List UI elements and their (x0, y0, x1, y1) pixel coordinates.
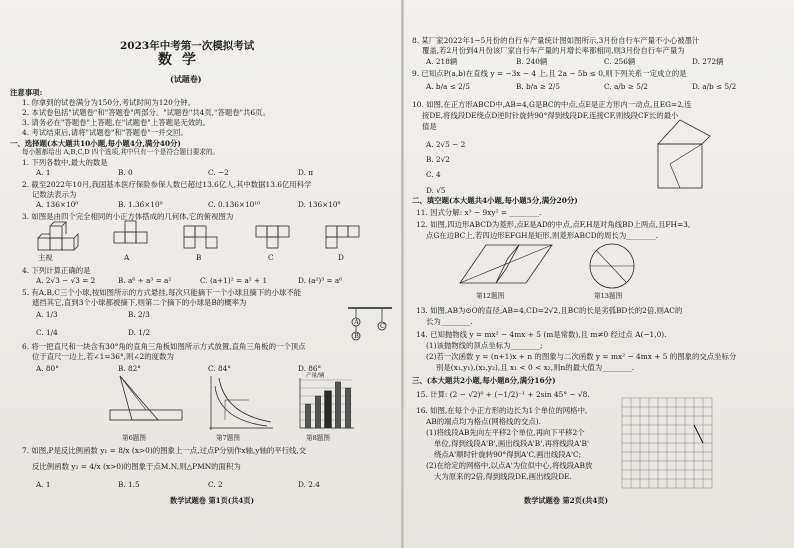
q1-option-c: C. −2 (208, 168, 229, 177)
fig12-rhombus (456, 243, 556, 289)
q6-stem-line2: 位于直尺一边上,若∠1=36°,则∠2的度数为 (32, 352, 174, 361)
q2-option-a: A. 136×10⁸ (36, 200, 79, 209)
q11: 11. 因式分解: x³ − 9xy² = ________. (416, 208, 542, 217)
q3-option-a-figure (114, 221, 147, 243)
section3-heading: 三、(本大题共2小题,每小题8分,满分16分) (412, 376, 556, 385)
q8-option-a: A. 218辆 (426, 57, 458, 66)
q5-option-c: C. 1/4 (36, 328, 58, 337)
q4-option-b: B. a⁶ ÷ a³ = a² (118, 276, 172, 285)
q3-solid-figure (38, 222, 78, 250)
q7-stem-line2: 反比例函数 y₂ = 4/x (x>0)的图象于点M,N,则△PMN的面积为 (32, 462, 241, 471)
q9-stem: 9. 已知点P(a,b)在直线 y = −3x − 4 上,且 2a − 5b ≤ 0,则下列关系一定成立的是 (412, 69, 687, 78)
fig7-hyperbola (205, 376, 275, 432)
q5-option-a: A. 1/3 (36, 310, 58, 319)
fig7-label: 第7题图 (216, 434, 240, 442)
q9-option-b: B. b/a ≥ 2/5 (516, 82, 560, 91)
q8-option-c: C. 256辆 (604, 57, 636, 66)
q16-grid (622, 398, 722, 496)
q7-option-d: D. 2.4 (298, 480, 320, 489)
q2-option-b: B. 1.36×10⁹ (118, 200, 163, 209)
q5-option-d: D. 1/2 (128, 328, 150, 337)
fig8-axis-label: 产量/辆 (306, 373, 325, 379)
q1-stem: 1. 下列各数中,最大的数是 (22, 158, 108, 167)
section1-heading: 一、选择题(本大题共10小题,每小题4分,满分40分) (10, 139, 181, 148)
q5-ball-label-c: C (380, 322, 386, 330)
q2-option-c: C. 0.136×10¹⁰ (208, 200, 261, 209)
fig13-label: 第13题图 (594, 292, 623, 300)
q3-option-d-figure (326, 226, 359, 248)
q3-option-b: B (196, 253, 202, 262)
q6-option-b: B. 82° (118, 364, 141, 373)
q3-stem: 3. 如图是由四个完全相同的小正方体搭成的几何体,它的俯视图为 (22, 212, 234, 221)
fig8-bar-ink-blot (324, 391, 332, 428)
q1-option-d: D. π (298, 168, 314, 177)
q10-stem-line2: 接DE,将线段DE绕点D逆时针旋转90°得到线段DF,连接CF,则线段CF长的最小 (422, 111, 679, 120)
fig6-label: 第6题图 (122, 434, 146, 442)
q16-line3: (1)将线段AB先向左平移2个单位,再向下平移2个 (426, 428, 585, 437)
fig12-label: 第12题图 (476, 292, 505, 300)
notes-heading: 注意事项: (10, 88, 43, 97)
q16-line4: 单位,得到线段A'B',画出线段A'B',再将线段A'B' (434, 439, 590, 448)
q15: 15. 计算: (2 − √2)⁰ + (−1/2)⁻¹ + 2sin 45° − √8. (416, 390, 590, 399)
q4-option-a: A. 2√3 − √3 = 2 (36, 276, 96, 285)
q14-part1: (1)该抛物线的顶点坐标为________; (426, 341, 543, 350)
q8-option-d: D. 272辆 (692, 57, 724, 66)
q8-option-b: B. 240辆 (516, 57, 548, 66)
exam-page-2 (404, 0, 794, 548)
fig8-bar (305, 404, 311, 428)
q3-view-label: 主视 (38, 253, 53, 262)
fig8-bar (345, 388, 351, 428)
q7-option-c: C. 2 (208, 480, 223, 489)
q2-stem-line1: 2. 截至2022年10月,我国基本医疗保险参保人数已超过13.6亿人,其中数据13.6亿用科学 (22, 180, 312, 189)
q10-option-d: D. √5 (426, 186, 446, 195)
note-1: 1. 你拿到的试卷满分为150分,考试时间为120分钟。 (22, 98, 195, 107)
q12-stem-line1: 12. 如图,四边形ABCD为菱形,点E是AD的中点,点F,H是对角线BD上两点,且FH=3, (416, 220, 691, 229)
q13-stem-line1: 13. 如图,AB为⊙O的直径,AB=4,CD=2√2,且BC的长是劣弧BD长的2倍,则AC的 (416, 306, 683, 315)
q3-figures (36, 222, 376, 262)
note-3: 3. 请务必在"答题卷"上答题,在"试题卷"上答题是无效的。 (22, 118, 210, 127)
q16-line2: AB的端点均为格点(网格线的交点). (426, 417, 541, 426)
note-2: 2. 本试卷包括"试题卷"和"答题卷"两部分。"试题卷"共4页,"答题卷"共6页。 (22, 108, 270, 117)
q16-line5: 绕点A'顺时针旋转90°得到A'C,画出线段A'C; (434, 450, 582, 459)
q10-square-figure (640, 116, 720, 194)
section2-heading: 二、填空题(本大题共4小题,每小题5分,满分20分) (412, 196, 578, 205)
q16-line1: 16. 如图,在每个小正方形的边长为1个单位的网格中, (416, 406, 588, 415)
q10-stem-line3: 值是 (422, 122, 437, 131)
q3-option-d: D (338, 253, 344, 262)
q8-stem-line1: 8. 某厂家2022年1~5月份的自行车产量统计图如图所示,3月份自行车产量不小心被墨汁 (412, 36, 700, 45)
note-4: 4. 考试结束后,请将"试题卷"和"答题卷"一并交回。 (22, 128, 188, 137)
q2-option-d: D. 136×10⁸ (298, 200, 341, 209)
q3-option-a: A (124, 253, 130, 262)
q6-option-d: D. 86° (298, 364, 322, 373)
q10-option-b: B. 2√2 (426, 155, 450, 164)
q12-stem-line2: 点G在边BC上,若四边形EFGH是矩形,则菱形ABCD的周长为________. (426, 231, 659, 240)
q5-option-b: B. 2/3 (128, 310, 150, 319)
q5-ball-label-a: A (354, 318, 359, 326)
q9-option-c: C. a/b ≥ 5/2 (604, 82, 648, 91)
exam-title: 2023年中考第一次模拟考试 (120, 40, 255, 52)
q1-option-b: B. 0 (118, 168, 133, 177)
q1-option-a: A. 1 (36, 168, 51, 177)
q16-line7: 大为原来的2倍,得到线段DE,画出线段DE. (434, 472, 572, 481)
q5-ball-label-b: B (354, 332, 359, 340)
q16-grid-lines (622, 398, 712, 488)
q10-stem-line1: 10. 如图,在正方形ABCD中,AB=4,G是BC的中点,点E是正方形内一动点,且EG=2,连 (412, 100, 692, 109)
q13-stem-line2: 长为________. (426, 317, 473, 326)
q3-option-b-figure (184, 226, 217, 248)
q3-option-c-figure (256, 226, 289, 248)
q14-part2-line2: 别是(x₁,y₁),(x₂,y₂),且 x₁ < 0 < x₂,则n的最大值为________. (436, 363, 635, 372)
page1-footer: 数学试题卷 第1页(共4页) (170, 496, 254, 505)
q9-option-a: A. b/a ≤ 2/5 (426, 82, 470, 91)
exam-subtitle: (试题卷) (170, 74, 202, 84)
q8-stem-line2: 覆盖,若2月份到4月份该厂家自行车产量的月增长率都相同,则3月份自行车产量为 (422, 46, 685, 55)
page2-footer: 数学试题卷 第2页(共4页) (524, 496, 608, 505)
fig8-bar (335, 382, 341, 428)
subject-title: 数学 (158, 52, 206, 68)
q7-option-a: A. 1 (36, 480, 51, 489)
fig6-ruler-triangle (110, 374, 185, 434)
q5-stem-line1: 5. 有A,B,C三个小球,按如图所示的方式悬挂,每次只能摘下一个小球且摘下的小球不能 (22, 288, 302, 297)
q3-option-c: C (268, 253, 274, 262)
q5-stem-line2: 遮挡其它,直到3个小球都被摘下,则第二个摘下的小球是B的概率为 (32, 298, 247, 307)
q14-part2-line1: (2)若一次函数 y = (n+1)x + n 的图象与二次函数 y = mx² − 4mx + 5 的图象的交点坐标分 (426, 352, 737, 361)
q4-stem: 4. 下列计算正确的是 (22, 266, 91, 275)
fig8-bar (315, 396, 321, 428)
fig13-circle (582, 240, 642, 294)
q6-option-c: C. 84° (208, 364, 231, 373)
q2-stem-line2: 记数法表示为 (32, 190, 77, 199)
section1-instruction: 每小题都给出 A,B,C,D 四个选项,其中只有一个是符合题目要求的。 (22, 148, 220, 156)
q16-line6: (2)在给定的网格中,以点A'为位似中心,将线段AB放 (426, 461, 593, 470)
q6-option-a: A. 80° (36, 364, 59, 373)
q7-option-b: B. 1.5 (118, 480, 140, 489)
q10-option-a: A. 2√5 − 2 (426, 140, 466, 149)
fig8-bar-chart (294, 376, 354, 434)
q4-option-d: D. (a²)³ = a⁶ (298, 276, 343, 285)
q14-stem: 14. 已知抛物线 y = mx² − 4mx + 5 (m是常数),且 m≠0 经过点 A(−1,0). (416, 330, 667, 339)
q7-stem-line1: 7. 如图,P是反比例函数 y₁ = 8/x (x>0)的图象上一点,过点P分别作x轴,y轴的平行线,交 (22, 446, 307, 455)
q10-option-c: C. 4 (426, 170, 441, 179)
q6-stem-line1: 6. 将一把直尺和一块含有30°角的直角三角板如图所示方式放置,直角三角板的一个顶点 (22, 342, 306, 351)
q4-option-c: C. (a+1)² = a² + 1 (200, 276, 268, 285)
fig8-label: 第8题图 (306, 434, 330, 442)
q9-option-d: D. a/b ≤ 5/2 (692, 82, 737, 91)
